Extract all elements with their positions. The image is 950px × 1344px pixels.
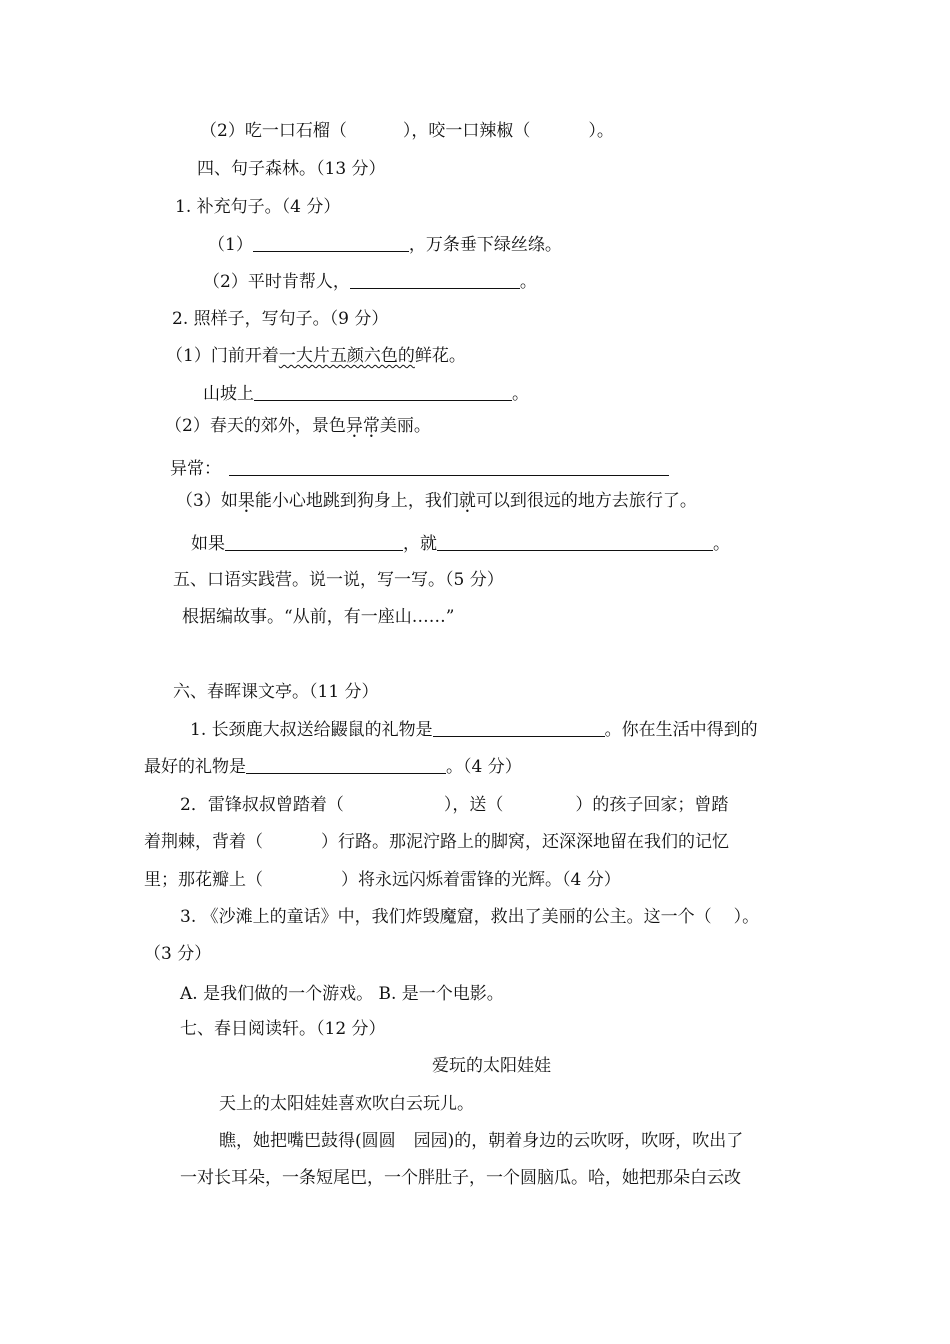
question-3-2: （2）吃一口石榴（ ），咬一口辣椒（ ）。 bbox=[200, 121, 614, 141]
s6-q1-line1: 1. 长颈鹿大叔送给鼹鼠的礼物是 。你在生活中得到的 bbox=[190, 720, 758, 740]
s4-q2-answer2: 异常： bbox=[170, 457, 669, 481]
s4-q1-heading: 1. 补充句子。（4 分） bbox=[175, 197, 341, 217]
wavy-underline-phrase: 一大片五颜六色的 bbox=[278, 346, 415, 366]
s6-q1-line2: 最好的礼物是 。（4 分） bbox=[144, 757, 522, 777]
answer-blank[interactable] bbox=[225, 532, 403, 551]
answer-blank[interactable] bbox=[437, 532, 713, 551]
s4-q1-item2: （2）平时肯帮人， 。 bbox=[203, 272, 537, 292]
s4-q2-answer1: 山坡上 。 bbox=[203, 384, 529, 404]
section-6-title: 六、春晖课文亭。（11 分） bbox=[173, 682, 379, 702]
section-4-title: 四、句子森林。（13 分） bbox=[197, 159, 386, 179]
s4-q2-heading: 2. 照样子，写句子。（9 分） bbox=[172, 309, 389, 329]
s4-q2-example3: （3）如果能小心地跳到狗身上，我们就可以到很远的地方去旅行了。 bbox=[176, 491, 697, 511]
section-5-title: 五、口语实践营。说一说，写一写。（5 分） bbox=[173, 570, 504, 590]
story-title: 爱玩的太阳娃娃 bbox=[432, 1056, 551, 1076]
s6-q2-line2: 着荆棘，背着（ ）行路。那泥泞路上的脚窝，还深深地留在我们的记忆 bbox=[144, 832, 729, 852]
answer-blank[interactable] bbox=[254, 382, 512, 401]
s6-q2-line3: 里；那花瓣上（ ）将永远闪烁着雷锋的光辉。（4 分） bbox=[144, 870, 621, 890]
s6-q3-score: （3 分） bbox=[144, 944, 212, 964]
s4-q2-example2: （2）春天的郊外，景色异常美丽。 bbox=[165, 416, 431, 436]
s6-q3-options: A. 是我们做的一个游戏。 B. 是一个电影。 bbox=[180, 984, 504, 1004]
answer-blank[interactable] bbox=[229, 457, 669, 476]
answer-blank[interactable] bbox=[253, 233, 409, 252]
story-paragraph-2-line1: 瞧，她把嘴巴鼓得(圆圆 园园)的，朝着身边的云吹呀，吹呀，吹出了 bbox=[219, 1131, 744, 1151]
answer-blank[interactable] bbox=[246, 755, 446, 774]
s6-q2-line1: 2．雷锋叔叔曾踏着（ ），送（ ）的孩子回家；曾踏 bbox=[180, 795, 729, 815]
section-7-title: 七、春日阅读轩。（12 分） bbox=[180, 1019, 386, 1039]
answer-blank[interactable] bbox=[433, 718, 605, 737]
story-paragraph-1: 天上的太阳娃娃喜欢吹白云玩儿。 bbox=[219, 1094, 474, 1114]
s4-q1-item1: （1） ，万条垂下绿丝绦。 bbox=[208, 235, 562, 255]
section-5-prompt: 根据编故事。“从前，有一座山……” bbox=[182, 607, 455, 627]
s4-q2-example1: （1）门前开着一大片五颜六色的鲜花。 bbox=[166, 346, 466, 366]
s6-q3-line1: 3. 《沙滩上的童话》中，我们炸毁魔窟，救出了美丽的公主。这一个（ ）。 bbox=[180, 907, 760, 927]
story-paragraph-2-line2: 一对长耳朵，一条短尾巴，一个胖肚子，一个圆脑瓜。哈，她把那朵白云改 bbox=[180, 1168, 741, 1188]
answer-blank[interactable] bbox=[350, 270, 520, 289]
s4-q2-answer3: 如果 ，就 。 bbox=[191, 534, 730, 554]
